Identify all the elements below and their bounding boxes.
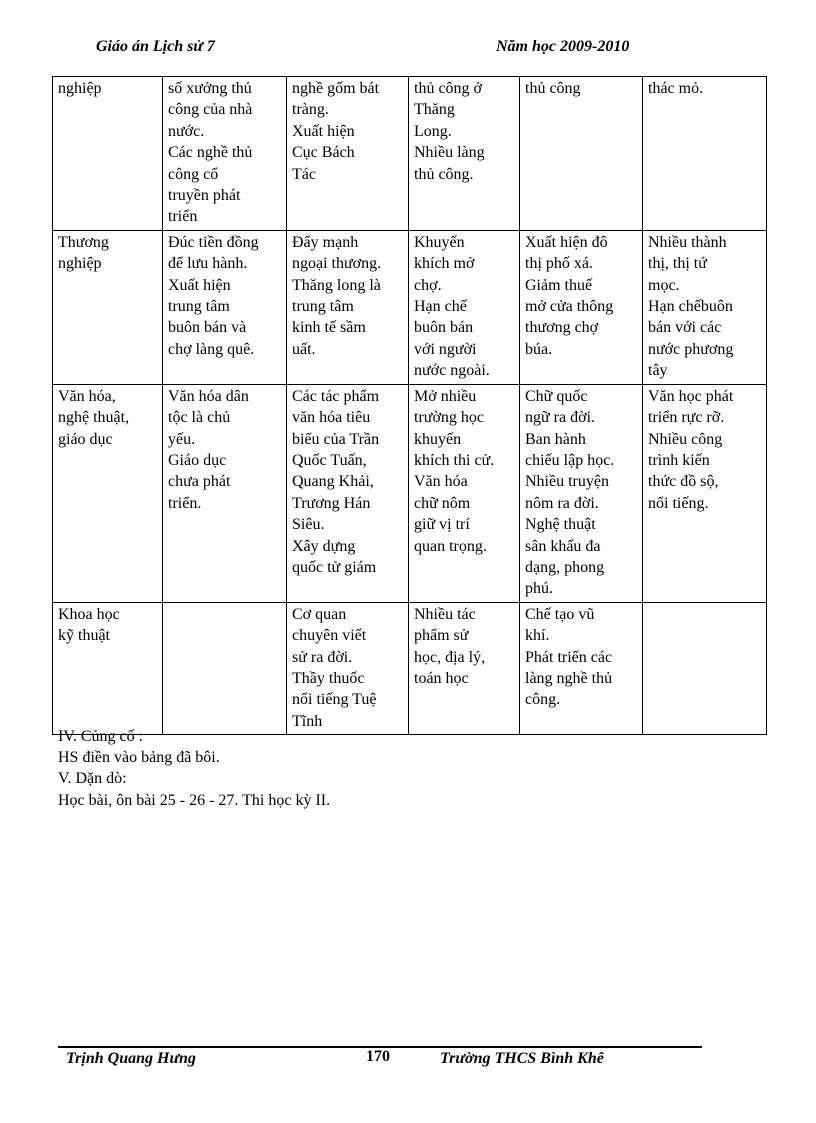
table-cell [163, 230, 287, 384]
cell-line: Nhiều công [648, 430, 723, 448]
note-line: Học bài, ôn bài 25 - 26 - 27. Thi học kỳ II. [58, 791, 331, 809]
cell-line: nôm ra đời. [525, 494, 599, 512]
cell-line: triển rực rỡ. [648, 409, 725, 427]
cell-line: khích thi cử. [414, 451, 495, 469]
cell-line: nổi tiếng Tuệ [292, 691, 377, 709]
note-line: V. Dặn dò: [58, 770, 127, 788]
cell-line: trường học [414, 409, 485, 427]
cell-line: trình kiến [648, 451, 710, 469]
cell-line: với người [414, 340, 477, 358]
cell-line: học, địa lý, [414, 648, 486, 666]
cell-line: Nhiều tác [414, 605, 476, 623]
cell-line: khích mở [414, 255, 475, 273]
cell-line: công. [525, 691, 561, 709]
cell-line: thức đồ sộ, [648, 473, 719, 491]
cell-line: phú. [525, 580, 553, 598]
cell-line: làng nghề thủ [525, 669, 613, 687]
cell-line: biểu của Trần [292, 430, 380, 448]
cell-line: trung tâm [168, 298, 230, 316]
cell-line: Nhiều thành [648, 233, 727, 251]
cell-line: chưa phát [168, 473, 231, 491]
cell-line: công của nhà [168, 101, 253, 119]
row-label-cell [53, 230, 163, 384]
cell-line: Thầy thuốc [292, 669, 365, 687]
page-footer [66, 1048, 706, 1072]
table-cell [520, 384, 643, 602]
cell-line: bán với các [648, 319, 722, 337]
cell-line: sử ra đời. [292, 648, 353, 666]
cell-line: Nhiều truyện [525, 473, 609, 491]
cell-line: Xuất hiện [168, 276, 231, 294]
cell-line: triển [168, 208, 198, 226]
cell-line: Giáo dục [168, 451, 227, 469]
cell-line: thủ công. [414, 165, 474, 183]
table-cell [163, 384, 287, 602]
cell-line: tràng. [292, 101, 329, 119]
cell-line: Siêu. [292, 516, 325, 534]
cell-line: mở cửa thông [525, 298, 614, 316]
cell-line: Quang Khải, [292, 473, 374, 491]
table-cell [520, 77, 643, 231]
page-header [96, 38, 676, 60]
cell-line: dạng, phong [525, 558, 605, 576]
cell-line: Chế tạo vũ [525, 605, 595, 623]
table-cell [643, 77, 767, 231]
row-label-cell [53, 77, 163, 231]
cell-line: khuyến [414, 430, 462, 448]
cell-line: số xưởng thủ [168, 80, 252, 97]
cell-line: nổi tiếng. [648, 494, 709, 512]
cell-line: toán học [414, 669, 469, 687]
cell-line: khí. [525, 627, 550, 645]
row-label-cell [53, 602, 163, 734]
cell-line: Các nghề thủ [168, 144, 253, 162]
cell-line: Long. [414, 122, 452, 140]
cell-line: để lưu hành. [168, 255, 248, 273]
header-title: Giáo án Lịch sử 7 [96, 38, 215, 55]
header-school-year: Năm học 2009-2010 [496, 38, 630, 55]
cell-line: công cổ [168, 165, 219, 183]
cell-line: tây [648, 362, 668, 380]
cell-line: tộc là chủ [168, 409, 231, 427]
cell-line: thủ công [525, 80, 581, 97]
cell-line: quan trọng. [414, 537, 487, 555]
lesson-notes [58, 726, 330, 811]
cell-line: Cơ quan [292, 605, 347, 623]
cell-line: thủ công ở [414, 80, 483, 97]
cell-line: Văn hóa, [58, 387, 116, 405]
cell-line: Khoa học [58, 605, 120, 623]
table-cell [520, 602, 643, 734]
cell-line: nước. [168, 122, 205, 140]
cell-line: giáo dục [58, 430, 113, 448]
cell-line: Nghệ thuật [525, 516, 596, 534]
cell-line: ngữ ra đời. [525, 409, 596, 427]
table-row [53, 77, 767, 231]
cell-line: kinh tế sầm [292, 319, 366, 337]
table-cell [409, 230, 520, 384]
note-line: HS điền vào bảng đã bôi. [58, 749, 220, 767]
table-cell [163, 77, 287, 231]
cell-line: Thăng [414, 101, 455, 119]
cell-line: Đẩy mạnh [292, 233, 359, 251]
cell-line: Giảm thuế [525, 276, 593, 294]
cell-line: quốc tử giám [292, 558, 377, 576]
cell-line: nghề gốm bát [292, 80, 380, 97]
table-cell [287, 77, 409, 231]
table-cell [287, 230, 409, 384]
cell-line: Xuất hiện [292, 122, 355, 140]
footer-author: Trịnh Quang Hưng [66, 1050, 196, 1067]
cell-line: Hạn chế [414, 298, 467, 316]
cell-line: uất. [292, 340, 316, 358]
cell-line: Ban hành [525, 430, 586, 448]
cell-line: Cục Bách [292, 144, 355, 162]
cell-line: buôn bán [414, 319, 474, 337]
cell-line: ngoại thương. [292, 255, 382, 273]
cell-line: chữ nôm [414, 494, 471, 512]
cell-line: Thương [58, 233, 109, 251]
cell-line: Các tác phẩm [292, 387, 380, 405]
cell-line: phẩm sử [414, 627, 469, 645]
table-cell [643, 230, 767, 384]
cell-line: nước ngoài. [414, 362, 490, 380]
cell-line: Quốc Tuấn, [292, 451, 367, 469]
cell-line: nghiệp [58, 255, 102, 273]
cell-line: chợ làng quê. [168, 340, 255, 358]
table-cell [409, 77, 520, 231]
table-body [53, 77, 767, 735]
cell-line: chiếu lập học. [525, 451, 615, 469]
cell-line: Trương Hán [292, 494, 371, 512]
cell-line: Văn hóa dân [168, 387, 249, 405]
cell-line: Xuất hiện đô [525, 233, 608, 251]
cell-line: chuyên viết [292, 627, 367, 645]
table-cell [287, 384, 409, 602]
cell-line: giữ vị trí [414, 516, 470, 534]
cell-line: Văn hóa [414, 473, 468, 491]
cell-line: Tĩnh [292, 712, 323, 730]
cell-line: Tác [292, 165, 316, 183]
cell-line: thương chợ [525, 319, 599, 337]
table-cell [287, 602, 409, 734]
cell-line: nghiệp [58, 80, 102, 97]
row-label-cell [53, 384, 163, 602]
cell-line: thị, thị tứ [648, 255, 707, 273]
page-number: 170 [366, 1048, 390, 1065]
cell-line: Nhiều làng [414, 144, 485, 162]
table-cell [409, 602, 520, 734]
cell-line: sân khấu đa [525, 537, 601, 555]
table-cell [163, 602, 287, 734]
table-row [53, 230, 767, 384]
cell-line: buôn bán và [168, 319, 247, 337]
table-cell [643, 384, 767, 602]
cell-line: Văn học phát [648, 387, 734, 405]
cell-line: chợ. [414, 276, 442, 294]
cell-line: nghệ thuật, [58, 409, 130, 427]
cell-line: Hạn chếbuôn [648, 298, 733, 316]
table-cell [520, 230, 643, 384]
note-line: IV. Củng cố : [58, 728, 144, 745]
cell-line: Đúc tiền đồng [168, 233, 259, 251]
cell-line: Phát triển các [525, 648, 613, 666]
cell-line: kỹ thuật [58, 627, 110, 645]
cell-line: văn hóa tiêu [292, 409, 371, 427]
footer-school: Trường THCS Bình Khê [440, 1050, 604, 1067]
cell-line: Khuyến [414, 233, 465, 251]
cell-line: nước phương [648, 340, 734, 358]
table-cell [409, 384, 520, 602]
cell-line: mọc. [648, 276, 680, 294]
comparison-table [52, 76, 767, 735]
cell-line: Xây dựng [292, 537, 356, 555]
cell-line: Thăng long là [292, 276, 381, 294]
cell-line: trung tâm [292, 298, 354, 316]
cell-line: yếu. [168, 430, 196, 448]
cell-line: triển. [168, 494, 202, 512]
cell-line: truyền phát [168, 187, 241, 205]
cell-line: Chữ quốc [525, 387, 588, 405]
cell-line: thác mỏ. [648, 80, 704, 97]
table-row [53, 384, 767, 602]
cell-line: thị phố xá. [525, 255, 593, 273]
table-row [53, 602, 767, 734]
cell-line: búa. [525, 340, 553, 358]
cell-line: Mở nhiều [414, 387, 477, 405]
table-cell [643, 602, 767, 734]
